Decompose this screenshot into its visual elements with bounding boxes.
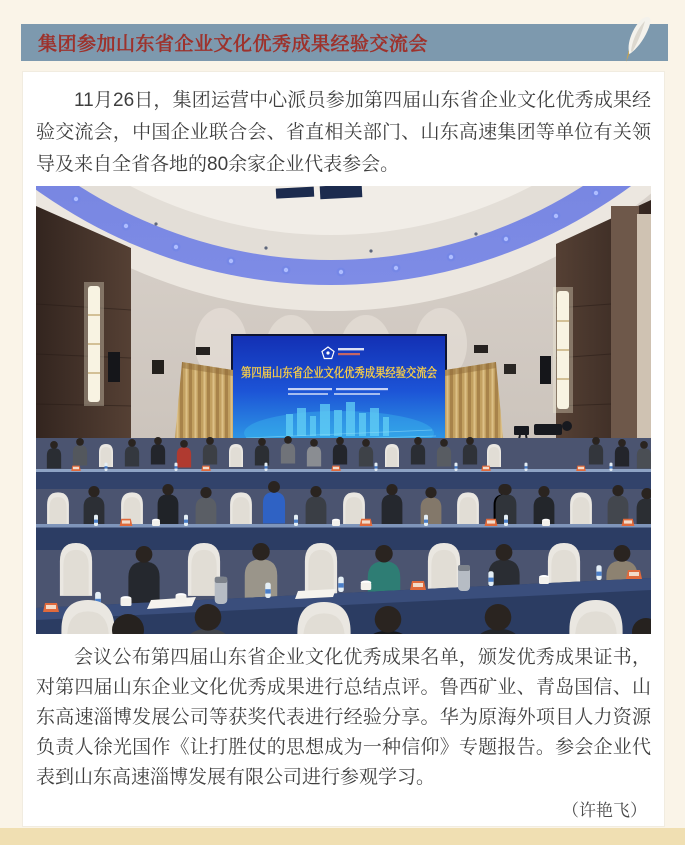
article-header (21, 24, 668, 61)
bottom-strip (0, 828, 685, 845)
conference-photo-illustration (36, 186, 651, 634)
screen-title-text: 第四届山东省企业文化优秀成果经验交流会 (241, 366, 479, 380)
paragraph-2: 会议公布第四届山东省企业文化优秀成果名单，颁发优秀成果证书，对第四届山东企业文化优秀成果进行总结点评。鲁西矿业、青岛国信、山东高速淄博发展公司等获奖代表进行经验分享。华为原海外项目人力资源负责人徐光国作《让打胜仗的思想成为一种信仰》专题报告。参会企业代表到山东高速淄博发展有限公司进行参观学习。 (36, 647, 651, 788)
conference-photo (36, 186, 651, 634)
page-title: 集团参加山东省企业文化优秀成果经验交流会 (38, 34, 429, 55)
quill-feather-icon (618, 16, 654, 66)
article-card (22, 71, 665, 827)
byline: （许艳飞） (562, 801, 647, 820)
paragraph-1: 11月26日，集团运营中心派员参加第四届山东省企业文化优秀成果经验交流会，中国企业联合会、省直相关部门、山东高速集团等单位有关领导及来自全省各地的80余家企业代表参会。 (36, 90, 651, 175)
